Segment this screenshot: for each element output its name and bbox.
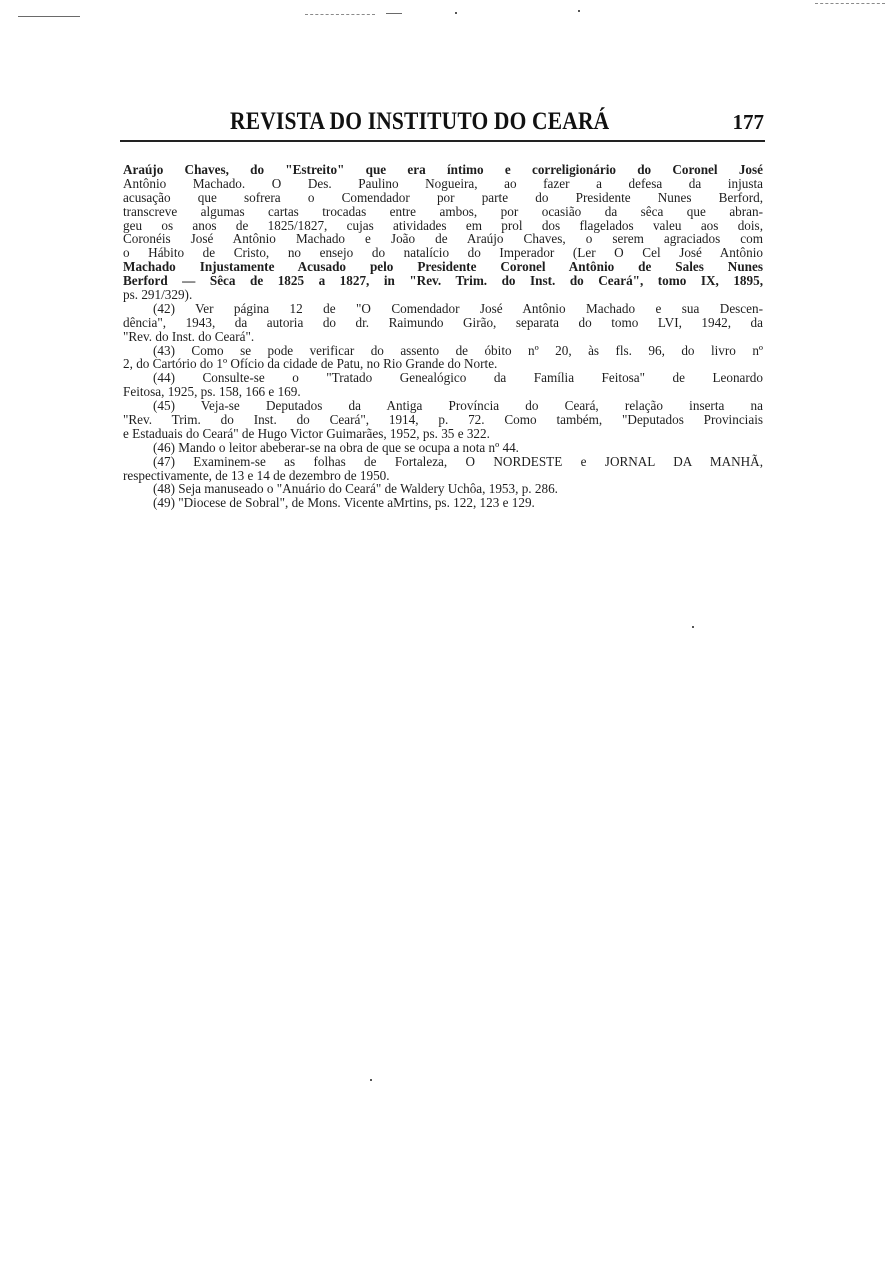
note-43-line: (43) Como se pode verificar do assento de óbito nº 20, às fls. 96, do livro nº [153,342,763,358]
page-number: 177 [732,110,764,134]
note-line: acusação que sofrera o Comendador por parte do Presidente Nunes Berford, [123,189,763,205]
note-45-line: e Estaduais do Ceará" de Hugo Victor Guimarães, 1952, ps. 35 e 322. [123,425,490,441]
note-49-line: (49) "Diocese de Sobral", de Mons. Vicente aMrtins, ps. 122, 123 e 129. [153,495,535,511]
note-44-line: (44) Consulte-se o "Tratado Genealógico da Família Feitosa" de Leonardo [153,370,763,386]
scan-artifact-line [386,13,402,14]
note-47-line: respectivamente, de 13 e 14 de dezembro de 1950. [123,467,390,483]
header-rule [120,140,765,142]
scan-artifact-line [815,3,885,4]
note-44-line: Feitosa, 1925, ps. 158, 166 e 169. [123,384,301,400]
note-47-line: (47) Examinem-se as folhas de Fortaleza, O NORDESTE e JORNAL DA MANHÃ, [153,453,763,469]
note-line: Machado Injustamente Acusado pelo Presidente Coronel Antônio de Sales Nunes [123,259,763,275]
running-head [120,108,770,140]
note-42-line: dência", 1943, da autoria do dr. Raimundo Girão, separata do tomo LVI, 1942, da [123,314,763,330]
note-42-line: "Rev. do Inst. do Ceará". [123,328,255,344]
scan-artifact-line [305,14,375,15]
note-line: ps. 291/329). [123,287,193,303]
note-43-line: 2, do Cartório do 1º Ofício da cidade de Patu, no Rio Grande do Norte. [123,356,498,372]
note-line: o Hábito de Cristo, no ensejo do natalício do Imperador (Ler O Cel José Antônio [123,245,763,261]
note-line: transcreve algumas cartas trocadas entre ambos, por ocasião da sêca que abran- [123,203,763,219]
scan-artifact-dot [455,12,457,14]
note-48-line: (48) Seja manuseado o "Anuário do Ceará" de Waldery Uchôa, 1953, p. 286. [153,481,558,497]
note-line: Berford — Sêca de 1825 a 1827, in "Rev. Trim. do Inst. do Ceará", tomo IX, 1895, [123,273,763,289]
scan-artifact-line [18,16,80,17]
note-line: Araújo Chaves, do "Estreito" que era íntimo e correligionário do Coronel José [123,162,763,177]
note-46-line: (46) Mando o leitor abeberar-se na obra de que se ocupa a nota nº 44. [153,439,519,455]
note-line: Antônio Machado. O Des. Paulino Nogueira, ao fazer a defesa da injusta [123,175,763,191]
note-line: Coronéis José Antônio Machado e João de Araújo Chaves, o serem agraciados com [123,231,763,247]
scan-artifact-dot [578,10,580,12]
note-line: geu os anos de 1825/1827, cujas atividades em prol dos flagelados valeu aos dois, [123,217,763,233]
footnotes [123,163,763,510]
scan-artifact-dot [370,1079,372,1081]
journal-title: REVISTA DO INSTITUTO DO CEARÁ [230,108,610,135]
note-42-line: (42) Ver página 12 de "O Comendador José Antônio Machado e sua Descen- [153,300,763,316]
note-45-line: (45) Veja-se Deputados da Antiga Província do Ceará, relação inserta na [153,398,763,414]
scan-artifact-dot [692,626,694,628]
note-45-line: "Rev. Trim. do Inst. do Ceará", 1914, p. 72. Como também, "Deputados Provinciais [123,412,763,428]
